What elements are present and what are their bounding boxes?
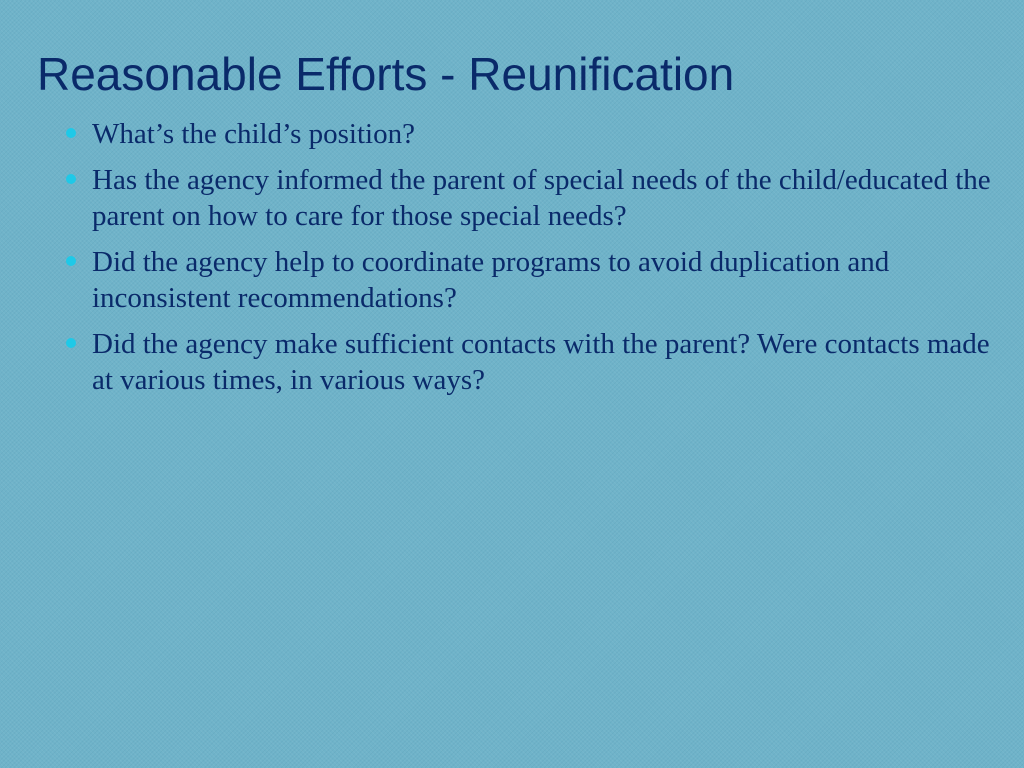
bullet-text: What’s the child’s position? — [92, 118, 415, 150]
bullet-text: Has the agency informed the parent of special needs of the child/educated the parent on how to care for those special needs? — [92, 164, 991, 232]
bullet-item — [62, 162, 1002, 234]
slide-title: Reasonable Efforts - Reunification — [37, 48, 735, 100]
bullet-text: Did the agency make sufficient contacts with the parent? Were contacts made at various times, in various ways? — [92, 328, 990, 396]
bullet-item — [62, 244, 1002, 316]
bullet-item — [62, 326, 1002, 398]
bullet-dot-icon — [66, 128, 76, 138]
bullet-item — [62, 116, 1002, 152]
bullet-dot-icon — [66, 256, 76, 266]
bullet-list — [62, 116, 1002, 408]
bullet-dot-icon — [66, 338, 76, 348]
bullet-text: Did the agency help to coordinate programs to avoid duplication and inconsistent recommendations? — [92, 246, 890, 314]
bullet-dot-icon — [66, 174, 76, 184]
